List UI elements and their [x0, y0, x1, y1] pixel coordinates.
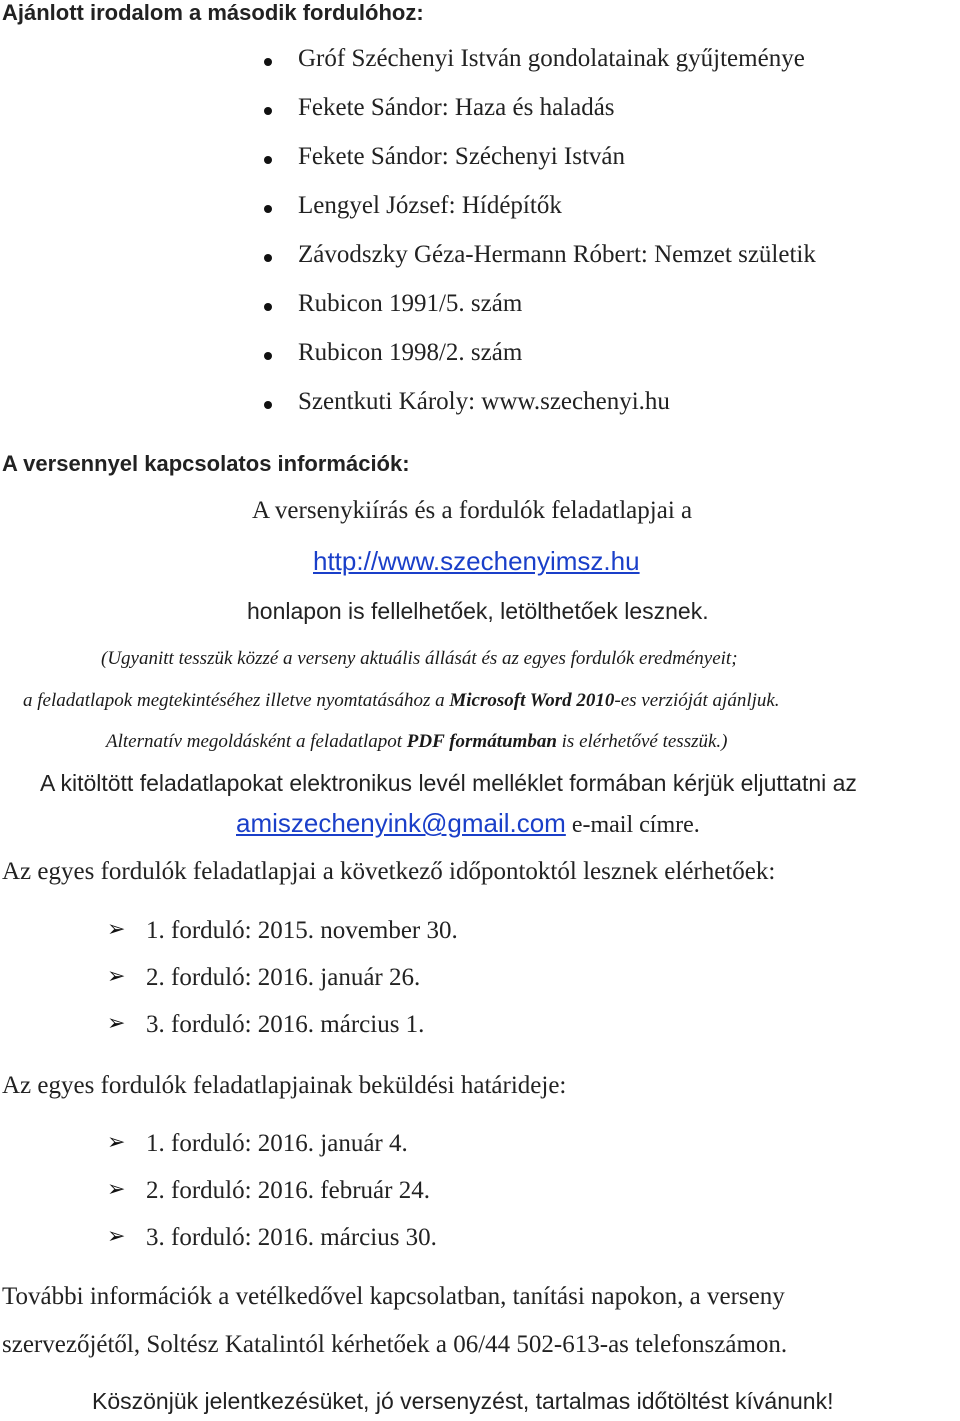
bullet-icon [264, 401, 272, 409]
list-item: Fekete Sándor: Haza és haladás [298, 94, 615, 121]
list-item: 3. forduló: 2016. március 1. [146, 1011, 425, 1038]
bullet-icon [264, 303, 272, 311]
info-text: A versenykiírás és a fordulók feladatlapjai a [252, 497, 693, 524]
contact-text: szervezőjétől, Soltész Katalintól kérhetőek a 06/44 502-613-as telefonszámon. [2, 1331, 788, 1358]
bullet-icon [264, 254, 272, 262]
note-line: (Ugyanitt tesszük közzé a verseny aktuális állását és az egyes fordulók eredményeit; [101, 648, 738, 669]
list-item: 1. forduló: 2016. január 4. [146, 1130, 408, 1157]
list-item: Szentkuti Károly: www.szechenyi.hu [298, 388, 670, 415]
list-item: Rubicon 1991/5. szám [298, 290, 523, 317]
info-heading: A versennyel kapcsolatos információk: [2, 451, 410, 476]
availability-heading: Az egyes fordulók feladatlapjai a következő időpontoktól lesznek elérhetőek: [2, 858, 776, 885]
bullet-icon [264, 352, 272, 360]
list-item: 1. forduló: 2015. november 30. [146, 917, 458, 944]
arrow-bullet-icon: ➢ [107, 1224, 126, 1249]
email-suffix: e-mail címre. [565, 812, 700, 838]
list-item: Lengyel József: Hídépítők [298, 192, 562, 219]
bullet-icon [264, 58, 272, 66]
email-link[interactable]: amiszechenyink@gmail.com [236, 808, 566, 838]
list-item: Závodszky Géza-Hermann Róbert: Nemzet születik [298, 241, 816, 268]
list-item: 2. forduló: 2016. január 26. [146, 964, 421, 991]
note-line: a feladatlapok megtekintéséhez illetve nyomtatásához a Microsoft Word 2010-es verzióját ajánljuk. [23, 690, 780, 711]
info-text: honlapon is fellelhetőek, letölthetőek lesznek. [247, 598, 709, 624]
arrow-bullet-icon: ➢ [107, 1177, 126, 1202]
list-item: Rubicon 1998/2. szám [298, 339, 523, 366]
list-item: 3. forduló: 2016. március 30. [146, 1224, 437, 1251]
closing-text: Köszönjük jelentkezésüket, jó versenyzést, tartalmas időtöltést kívánunk! [92, 1388, 834, 1414]
note-line: Alternatív megoldásként a feladatlapot PDF formátumban is elérhetővé tesszük.) [106, 731, 728, 752]
bullet-icon [264, 205, 272, 213]
contact-text: További információk a vetélkedővel kapcsolatban, tanítási napokon, a verseny [2, 1283, 785, 1310]
literature-heading: Ajánlott irodalom a második fordulóhoz: [2, 0, 424, 25]
list-item: Gróf Széchenyi István gondolatainak gyűjteménye [298, 45, 805, 72]
list-item: 2. forduló: 2016. február 24. [146, 1177, 430, 1204]
arrow-bullet-icon: ➢ [107, 1130, 126, 1155]
arrow-bullet-icon: ➢ [107, 964, 126, 989]
bullet-icon [264, 156, 272, 164]
bullet-icon [264, 107, 272, 115]
arrow-bullet-icon: ➢ [107, 917, 126, 942]
list-item: Fekete Sándor: Széchenyi István [298, 143, 625, 170]
arrow-bullet-icon: ➢ [107, 1011, 126, 1036]
email-line [236, 808, 700, 839]
deadline-heading: Az egyes fordulók feladatlapjainak beküldési határideje: [2, 1072, 567, 1099]
website-link[interactable]: http://www.szechenyimsz.hu [313, 546, 640, 576]
email-instruction: A kitöltött feladatlapokat elektronikus levél melléklet formában kérjük eljuttatni az [40, 770, 857, 796]
